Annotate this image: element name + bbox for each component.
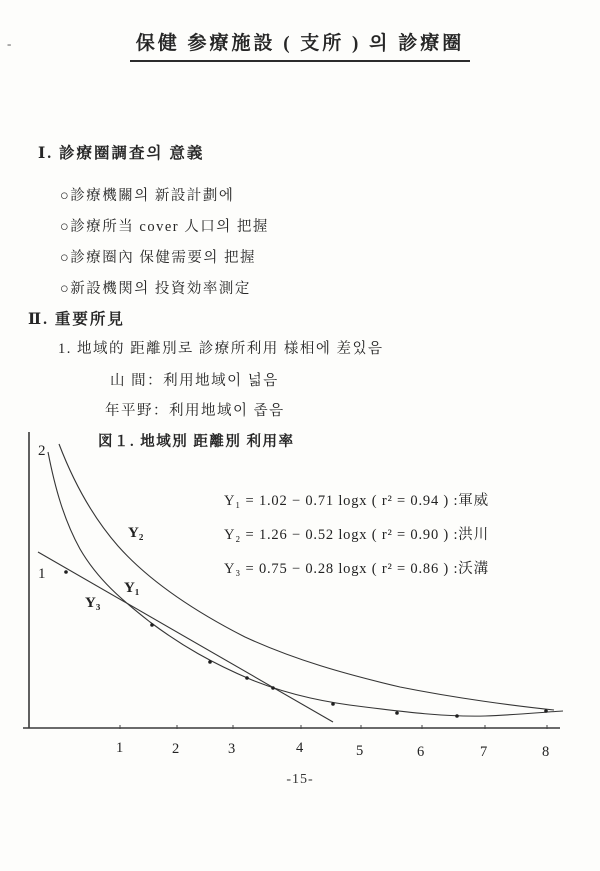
- curve-label-y1: Y₁: [124, 580, 140, 596]
- x-tick-label-4: 4: [296, 740, 304, 756]
- bullet-item-1: ○診療機關의 新設計劃에: [60, 188, 235, 204]
- x-tick-label-5: 5: [356, 743, 364, 759]
- y-axis-mark-2: 2: [38, 443, 46, 459]
- x-tick-label-6: 6: [417, 744, 425, 760]
- data-point: [544, 709, 548, 713]
- equation-y2: Y₂ = 1.26 − 0.52 logx ( r² = 0.90 ) :洪川: [224, 527, 489, 543]
- x-tick-label-7: 7: [480, 744, 488, 760]
- equation-y3: Y₃ = 0.75 − 0.28 logx ( r² = 0.86 ) :沃溝: [224, 561, 489, 577]
- sub-item-plain: 年平野：利用地域이 좁음: [105, 403, 285, 419]
- data-point: [208, 660, 212, 664]
- bullet-item-4: ○新設機関의 投資効率測定: [60, 281, 251, 297]
- data-point: [395, 711, 399, 715]
- data-point: [245, 676, 249, 680]
- bullet-item-2: ○診療所当 cover 人口의 把握: [60, 219, 269, 235]
- data-point: [150, 623, 154, 627]
- x-tick-label-1: 1: [116, 740, 124, 756]
- equation-y1: Y₁ = 1.02 − 0.71 logx ( r² = 0.94 ) :軍威: [224, 493, 489, 509]
- data-point: [271, 686, 275, 690]
- y-axis-mark-1: 1: [38, 566, 46, 582]
- page-title-row: [0, 28, 600, 62]
- page-number: -15-: [286, 772, 314, 787]
- figure-1-chart: [0, 430, 600, 770]
- x-tick-label-8: 8: [542, 744, 550, 760]
- data-point: [64, 570, 68, 574]
- data-point: [331, 702, 335, 706]
- x-tick-label-3: 3: [228, 741, 236, 757]
- regression-equations: [224, 484, 489, 586]
- figure-caption: 図１. 地域別 距離別 利用率: [98, 434, 295, 450]
- section-heading-2: Ⅱ. 重要所見: [28, 311, 125, 328]
- section-heading-1: Ⅰ. 診療圈調査의 意義: [38, 145, 205, 162]
- curve-label-y2: Y₂: [128, 525, 144, 541]
- scan-corner-mark: -: [7, 36, 12, 51]
- bullet-item-3: ○診療圈內 保健需要의 把握: [60, 250, 257, 266]
- sub-item-mountain: 山 間：利用地域이 넓음: [110, 373, 279, 389]
- numbered-item-1: 1. 地域的 距離別로 診療所利用 様相에 差있음: [58, 341, 384, 357]
- page-title: 保健 参療施設 ( 支所 ) 의 診療圈: [130, 28, 471, 62]
- data-point: [455, 714, 459, 718]
- x-tick-label-2: 2: [172, 741, 180, 757]
- curve-label-y3: Y₃: [85, 595, 101, 611]
